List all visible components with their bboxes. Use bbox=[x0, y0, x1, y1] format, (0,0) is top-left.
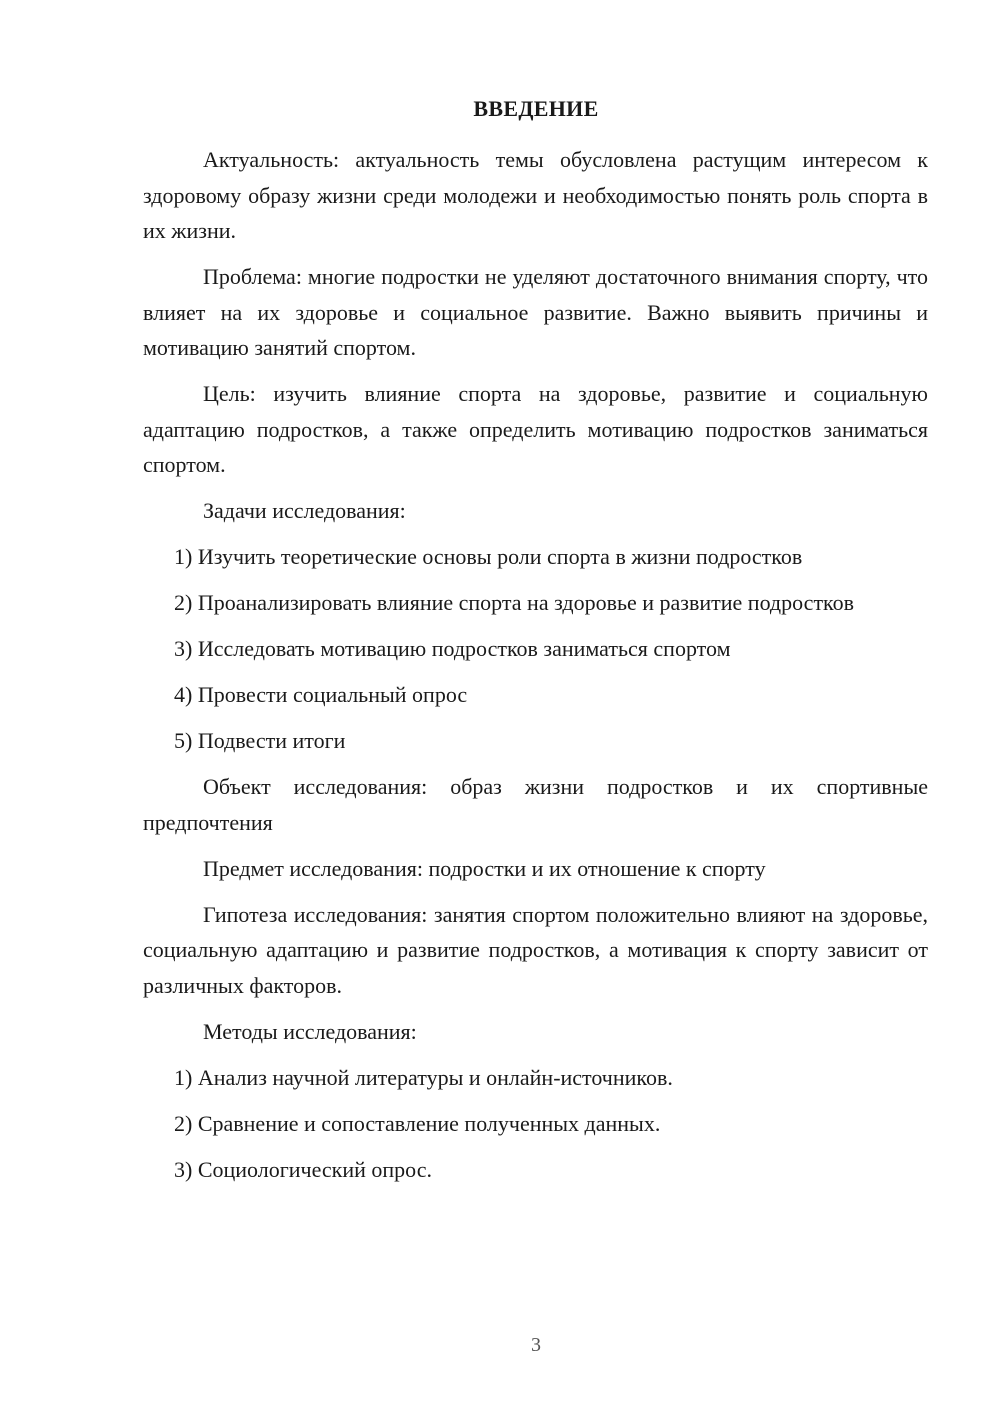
problem-paragraph: Проблема: многие подростки не уделяют достаточного внимания спорту, что влияет на их здоровье и социальное развитие. Важно выявить причины и мотивацию занятий спортом. bbox=[143, 264, 928, 360]
tasks-heading: Задачи исследования: bbox=[203, 498, 406, 523]
document-body bbox=[143, 142, 928, 1198]
goal-paragraph: Цель: изучить влияние спорта на здоровье, развитие и социальную адаптацию подростков, а также определить мотивацию подростков заниматься спортом. bbox=[143, 381, 928, 477]
page-number: 3 bbox=[531, 1334, 541, 1356]
method-item: 2) Сравнение и сопоставление полученных данных. bbox=[174, 1110, 661, 1136]
task-item: 4) Провести социальный опрос bbox=[174, 682, 468, 707]
task-item: 3) Исследовать мотивацию подростков заниматься спортом bbox=[174, 636, 731, 661]
method-item: 3) Социологический опрос. bbox=[174, 1156, 432, 1182]
hypothesis-paragraph: Гипотеза исследования: занятия спортом положительно влияют на здоровье, социальную адаптацию и развитие подростков, а мотивация к спорту зависит от различных факторов. bbox=[143, 901, 928, 998]
task-item: 2) Проанализировать влияние спорта на здоровье и развитие подростков bbox=[174, 590, 855, 615]
subject-paragraph: Предмет исследования: подростки и их отношение к спорту bbox=[203, 855, 766, 881]
relevance-paragraph: Актуальность: актуальность темы обусловлена растущим интересом к здоровому образу жизни среди молодежи и необходимостью понять роль спорта в их жизни. bbox=[143, 147, 928, 243]
object-paragraph: Объект исследования: образ жизни подростков и их спортивные предпочтения bbox=[143, 774, 928, 835]
task-item: 1) Изучить теоретические основы роли спорта в жизни подростков bbox=[174, 544, 803, 569]
page-title: ВВЕДЕНИЕ bbox=[473, 96, 599, 121]
methods-heading: Методы исследования: bbox=[203, 1018, 417, 1044]
method-item: 1) Анализ научной литературы и онлайн-источников. bbox=[174, 1064, 673, 1090]
task-item: 5) Подвести итоги bbox=[174, 728, 346, 753]
